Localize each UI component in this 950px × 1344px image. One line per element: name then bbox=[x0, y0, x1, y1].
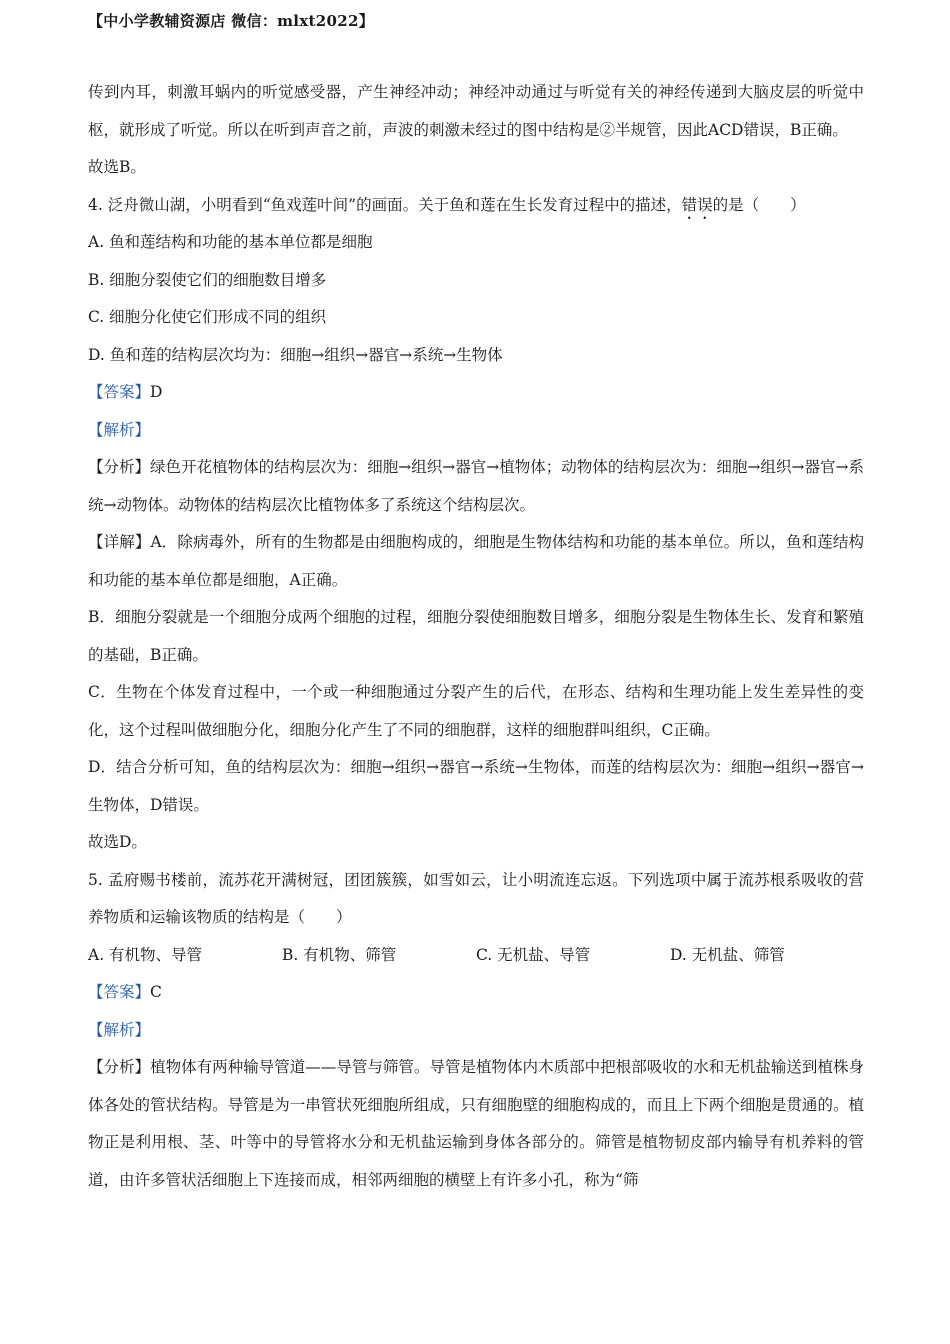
question-4-stem bbox=[88, 187, 864, 225]
question-4-stem-pre: 4. 泛舟微山湖，小明看到“鱼戏莲叶间”的画面。关于鱼和莲在生长发育过程中的描述， bbox=[88, 195, 682, 214]
question-4-option-d: D. 鱼和莲的结构层次均为：细胞→组织→器官→系统→生物体 bbox=[88, 345, 503, 364]
question-4-xiangjie-d: D．结合分析可知，鱼的结构层次为：细胞→组织→器官→系统→生物体，而莲的结构层次为：细胞→组织→器官→生物体，D错误。 bbox=[88, 758, 864, 814]
answer-tag: 【答案】 bbox=[88, 983, 151, 1001]
fenxi-tag: 【分析】 bbox=[88, 458, 151, 476]
question-4-option-b: B. 细胞分裂使它们的细胞数目增多 bbox=[88, 270, 327, 289]
question-4-stem-post: 的是（ ） bbox=[712, 195, 806, 214]
question-5-fenxi bbox=[88, 1049, 864, 1199]
question-5-stem: 5. 孟府赐书楼前，流苏花开满树冠，团团簇簇，如雪如云，让小明流连忘返。下列选项中属于流苏根系吸收的营养物质和运输该物质的结构是（ ） bbox=[88, 870, 864, 926]
question-4-analysis-tag bbox=[88, 412, 864, 450]
question-5-options bbox=[88, 937, 864, 975]
question-4-xiangjie-a bbox=[88, 524, 864, 599]
question-4-xiangjie-c: C．生物在个体发育过程中，一个或一种细胞通过分裂产生的后代，在形态、结构和生理功能上发生差异性的变化，这个过程叫做细胞分化，细胞分化产生了不同的细胞群，这样的细胞群叫组织，C正确。 bbox=[88, 683, 864, 739]
xiangjie-tag: 【详解】 bbox=[88, 533, 151, 551]
question-4-option-c: C. 细胞分化使它们形成不同的组织 bbox=[88, 308, 327, 326]
analysis-tag: 【解析】 bbox=[88, 420, 151, 439]
xiangjie-a-text: A．除病毒外，所有的生物都是由细胞构成的，细胞是生物体结构和功能的基本单位。所以，鱼和莲结构和功能的基本单位都是细胞，A正确。 bbox=[88, 533, 864, 589]
question-5-option-a: A. 有机物、导管 bbox=[88, 945, 203, 964]
question-4-conclusion: 故选D。 bbox=[88, 833, 147, 851]
question-5-option-d: D. 无机盐、筛管 bbox=[670, 945, 785, 964]
question-4-fenxi bbox=[88, 449, 864, 524]
question-4-option-a: A. 鱼和莲结构和功能的基本单位都是细胞 bbox=[88, 233, 373, 251]
document-body bbox=[88, 74, 864, 1199]
analysis-tag: 【解析】 bbox=[88, 1020, 151, 1039]
question-4-answer bbox=[88, 374, 864, 412]
conclusion-q3: 故选B。 bbox=[88, 158, 146, 176]
question-5-option-c: C. 无机盐、导管 bbox=[476, 945, 591, 964]
page-header: 【中小学教辅资源店 微信：mlxt2022】 bbox=[88, 12, 375, 30]
question-5-option-b: B. 有机物、筛管 bbox=[282, 945, 397, 964]
emphasis-text: 错误 bbox=[681, 195, 713, 214]
fenxi-text: 绿色开花植物体的结构层次为：细胞→组织→器官→植物体；动物体的结构层次为：细胞→组织→器官→系统→动物体。动物体的结构层次比植物体多了系统这个结构层次。 bbox=[88, 458, 864, 514]
paragraph-continued: 传到内耳，刺激耳蜗内的听觉感受器，产生神经冲动；神经冲动通过与听觉有关的神经传递到大脑皮层的听觉中枢，就形成了听觉。所以在听到声音之前，声波的刺激未经过的图中结构是②半规管，因此ACD错误，B正确。 bbox=[88, 83, 864, 139]
answer-tag: 【答案】 bbox=[88, 383, 151, 401]
answer-value: D bbox=[150, 383, 163, 401]
question-5-analysis-tag bbox=[88, 1012, 864, 1050]
fenxi-tag: 【分析】 bbox=[88, 1058, 151, 1076]
question-5-answer bbox=[88, 974, 864, 1012]
fenxi-text: 植物体有两种输导管道——导管与筛管。导管是植物体内木质部中把根部吸收的水和无机盐输送到植株身体各处的管状结构。导管是为一串管状死细胞所组成，只有细胞壁的细胞构成的，而且上下两个细胞是贯通的。植物正是利用根、茎、叶等中的导管将水分和无机盐运输到身体各部分的。筛管是植物韧皮部内输导有机养料的管道，由许多管状活细胞上下连接而成，相邻两细胞的横壁上有许多小孔，称为“筛 bbox=[88, 1058, 864, 1189]
question-4-xiangjie-b: B．细胞分裂就是一个细胞分成两个细胞的过程，细胞分裂使细胞数目增多，细胞分裂是生物体生长、发育和繁殖的基础，B正确。 bbox=[88, 608, 864, 664]
answer-value: C bbox=[150, 983, 162, 1001]
